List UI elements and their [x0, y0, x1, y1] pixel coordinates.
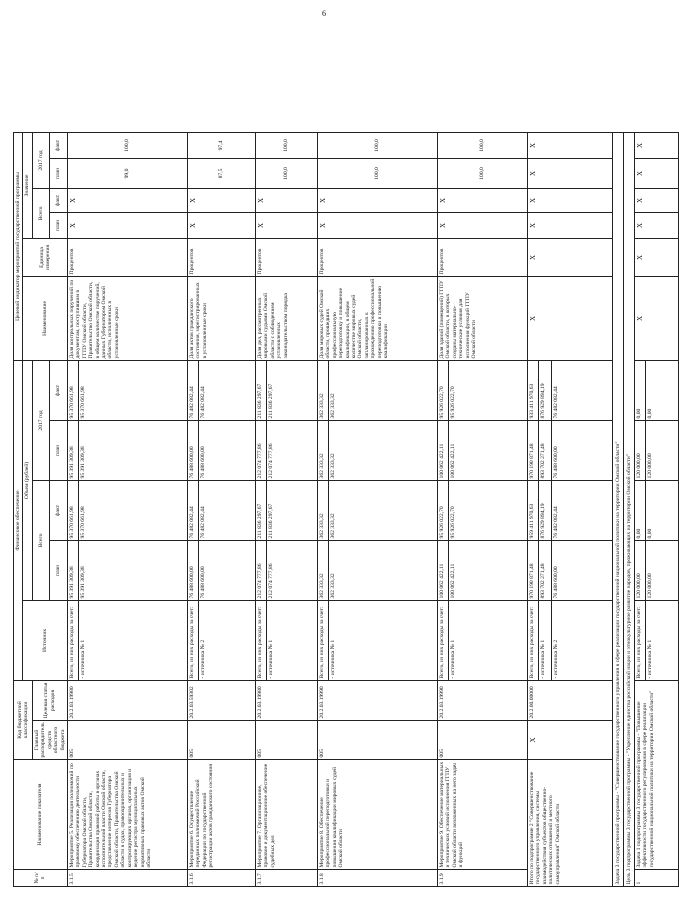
rotated-page [1, 6, 655, 899]
subtotal-value: X [527, 158, 612, 188]
cell-value: 362 333,32 [318, 513, 325, 539]
cell-value: 95 926 022,70 [448, 361, 457, 420]
cell-value: 362 333,32 [328, 361, 337, 420]
cell-value: 76 488 600,00 [188, 446, 195, 479]
cell-value: 100 062 422,11 [438, 563, 445, 599]
row-plan-year [634, 420, 678, 480]
row-indicator: Доля зданий (помещений) ГГПУ Омской области, в которых созданы материально-технические условия для исполнения функций ГГПУ Омской области [437, 276, 527, 360]
subtotal-fact-year [527, 360, 612, 420]
cell-value: 933 411 970,63 [528, 383, 535, 419]
row-num: 1 [634, 870, 678, 887]
table-row [437, 132, 527, 886]
source-label: Всего, из них расходы за счет: [635, 606, 642, 679]
header-plan: план [50, 158, 68, 188]
header-ind-total: Всего [32, 188, 50, 238]
row-value: 100,0 [437, 132, 527, 158]
row-value: 100,0 [317, 132, 437, 158]
cell-value: 362 333,32 [318, 393, 325, 419]
row-num: 3.1.5 [67, 870, 187, 887]
row-plan-year [437, 420, 527, 480]
subtotal-row [527, 132, 612, 886]
row-indicator: X [634, 276, 678, 360]
row-value: X [255, 212, 317, 238]
table-row [67, 132, 187, 886]
cell-value: 0,00 [635, 528, 642, 539]
row-name: Мероприятие 7. Организационное, правовое и документационное обеспечение судебных дел [255, 760, 317, 870]
row-fact-year [187, 360, 255, 420]
cell-value: 362 333,32 [328, 541, 337, 600]
row-plan-year [187, 420, 255, 480]
row-plan [255, 540, 317, 600]
header-fact: факт [50, 132, 68, 158]
header-year: 2017 год [32, 360, 50, 480]
cell-value: 970 190 871,48 [528, 443, 535, 479]
cell-value: 893 702 271,48 [538, 421, 547, 480]
header-name: Наименование показателя [14, 760, 68, 870]
report-table [13, 132, 679, 887]
subtotal-indicator: X [527, 276, 612, 360]
row-num: 3.1.9 [437, 870, 527, 887]
row-indicator: Доля дел, рассмотренных мировыми судьями Омской области с соблюдением установленных законодательством порядка [255, 276, 317, 360]
source-label: Всего, из них расходы за счет: [438, 606, 445, 679]
cell-value: 95 926 022,70 [438, 506, 445, 539]
row-name: Мероприятие 6. Осуществление переданных полномочий Российской Федерации по государственной регистрации актов гражданского состояния [187, 760, 255, 870]
row-name: Задача 1 подпрограммы 3 государственной программы - "Повышение эффективности государственного регулирования в сфере реализации государственной национальной политики на территории Омской области" [634, 680, 678, 869]
row-code: 20.2.03.59302 [187, 680, 255, 720]
header-unit: Единица измерения [23, 238, 68, 276]
header-num: № п/п [14, 870, 68, 887]
cell-value: 120 000,00 [645, 541, 654, 600]
source-label: Всего, из них расходы за счет: [318, 606, 325, 679]
header-plan: план [50, 212, 68, 238]
row-fact-year [317, 360, 437, 420]
header-fact: факт [50, 360, 68, 420]
cell-value: 211 836 297,67 [256, 383, 263, 419]
row-value: X [187, 212, 255, 238]
row-ministry: 005 [255, 720, 317, 759]
cell-value: 120 000,00 [645, 421, 654, 480]
table-row [255, 132, 317, 886]
cell-value: 95 391 309,38 [78, 541, 87, 600]
row-indicator: Доля контрольных поручений по документам, поступившим в ГГПУ Омской области, Правительство Омской области, в общем количестве поручений, данных Губернатором Омской области, исполненных в установленные сроки [67, 276, 187, 360]
cell-value: 100 062 422,11 [438, 443, 445, 479]
cell-value: 76 488 600,00 [551, 541, 560, 600]
cell-value: 212 074 777,86 [256, 443, 263, 479]
header-finance: Финансовое обеспечение [14, 360, 23, 680]
row-value: 99,0 [67, 158, 187, 188]
cell-value: 76 488 600,00 [198, 421, 207, 480]
cell-value: 211 836 297,67 [266, 361, 275, 420]
row-ministry: 005 [67, 720, 187, 759]
row-fact [437, 480, 527, 540]
row-value: 100,0 [255, 158, 317, 188]
cell-value: 0,00 [635, 408, 642, 419]
row-source [634, 600, 678, 680]
source-label: - источника № 2 [551, 601, 560, 680]
subtotal-source [527, 600, 612, 680]
row-source [67, 600, 187, 680]
header-total: Всего [32, 480, 50, 600]
cell-value: 362 333,32 [328, 481, 337, 540]
row-value: 100,0 [255, 132, 317, 158]
cell-value: 100 062 422,11 [448, 541, 457, 600]
cell-value: 959 411 970,63 [528, 503, 535, 539]
table-row [634, 132, 678, 886]
source-label: - источника № 1 [266, 601, 275, 680]
cell-value: 76 488 600,00 [551, 421, 560, 480]
cell-value: 0,00 [645, 361, 654, 420]
row-name: Мероприятие 5. Реализация полномочий по правовому обеспечению деятельности Губернатора Омской области, Правительства Омской области, координация правовой работы в органах исполнительной власти Омской области, представление интересов Губернатора Омской области, Правительства Омской области в судах, правоохранительных и контролирующих органах, организация и ведение регистра муниципальных нормативных правовых актов Омской области [67, 760, 187, 870]
row-plan [437, 540, 527, 600]
table-row [187, 132, 255, 886]
cell-value: 211 836 297,67 [256, 503, 263, 539]
row-value: X [187, 188, 255, 212]
row-num: 3.1.8 [317, 870, 437, 887]
row-indicator: Доля актов гражданского состояния, зарегистрированных в установленные сроки [187, 276, 255, 360]
subtotal-unit: X [527, 238, 612, 276]
cell-value: 362 333,32 [318, 453, 325, 479]
row-plan-year [255, 420, 317, 480]
row-fact-year [67, 360, 187, 420]
row-value: X [317, 212, 437, 238]
cell-value: 120 000,00 [635, 573, 642, 599]
cell-value: 76 482 082,44 [551, 481, 560, 540]
header-plan: план [50, 420, 68, 480]
row-fact-year [437, 360, 527, 420]
row-fact [187, 480, 255, 540]
source-label: - источника № 1 [328, 601, 337, 680]
subtotal-value: X [527, 188, 612, 212]
cell-value: 95 926 022,70 [448, 481, 457, 540]
row-plan [634, 540, 678, 600]
cell-value: 76 482 082,44 [551, 361, 560, 420]
cell-value: 76 488 600,00 [198, 541, 207, 600]
header-value: Значение [23, 132, 32, 238]
row-fact [255, 480, 317, 540]
cell-value: 76 482 082,44 [188, 506, 195, 539]
row-value: X [317, 188, 437, 212]
row-fact [634, 480, 678, 540]
row-code: 20.2.03.19990 [317, 680, 437, 720]
row-value: X [437, 188, 527, 212]
header-ind-year: 2017 год [32, 132, 50, 188]
source-label: - источника № 1 [538, 601, 547, 680]
row-name: Мероприятие 9. Обеспечение материальных и технических условий исполнения ГГПУ Омской области возложенных на него задач и функций [437, 760, 527, 870]
row-unit: Процентов [255, 238, 317, 276]
cell-value: 362 333,32 [328, 421, 337, 480]
header-indicator-name: Наименование [23, 276, 68, 360]
cell-value: 95 926 022,70 [438, 386, 445, 419]
row-unit: Процентов [317, 238, 437, 276]
row-ministry: 005 [317, 720, 437, 759]
subtotal-fact [527, 480, 612, 540]
header-source: Источник [23, 600, 68, 680]
row-source [255, 600, 317, 680]
row-value: 100,0 [317, 158, 437, 188]
row-fact-year [255, 360, 317, 420]
source-label: Всего, из них расходы за счет: [528, 606, 535, 679]
header-plan: план [50, 540, 68, 600]
subtotal-value: X [527, 132, 612, 158]
header-ministry: Главный распорядитель средств областного бюджета [33, 722, 66, 758]
cell-value: 362 333,32 [318, 573, 325, 599]
cell-value: 76 482 082,44 [198, 481, 207, 540]
row-num: 3.1.7 [255, 870, 317, 887]
row-ministry: 005 [187, 720, 255, 759]
header-fact: факт [50, 480, 68, 540]
row-source [437, 600, 527, 680]
header-expense-item: Целевая статья расходов [32, 680, 67, 720]
row-value: X [634, 212, 678, 238]
task-3-heading: Задача 3 государственной программы - "Совершенствование государственного управления в сфере реализации государственной национальной политики на территории Омской области" [612, 132, 623, 886]
goal-3-heading: Цель 3 подпрограммы 3 государственной программы - "Укрепление единства российской нации и этнокультурное развитие народов, проживающих на территории Омской области" [623, 132, 634, 886]
cell-value: 76 482 082,44 [198, 361, 207, 420]
source-label: Всего, из них расходы за счет: [256, 606, 263, 679]
row-code: 20.2.03.19980 [67, 680, 187, 720]
cell-value: 876 929 894,19 [538, 481, 547, 540]
header-fact: факт [50, 188, 68, 212]
source-label: - источника № 1 [645, 601, 654, 680]
cell-value: 76 482 082,44 [188, 386, 195, 419]
row-plan-year [317, 420, 437, 480]
row-value: X [634, 158, 678, 188]
report-table-wrapper [13, 132, 679, 887]
row-unit: Процентов [187, 238, 255, 276]
cell-value: 0,00 [645, 481, 654, 540]
cell-value: 100 062 422,11 [448, 421, 457, 480]
cell-value: 893 702 271,48 [538, 541, 547, 600]
cell-value: 95 370 661,98 [68, 506, 75, 539]
row-value: X [634, 188, 678, 212]
row-value: 100,0 [437, 158, 527, 188]
row-value: 100,0 [67, 132, 187, 158]
row-unit: Процентов [437, 238, 527, 276]
cell-value: 970 190 871,48 [528, 563, 535, 599]
cell-value: 95 370 661,98 [78, 481, 87, 540]
source-label: - источника № 2 [198, 601, 207, 680]
source-label: Всего, из них расходы за счет: [188, 606, 195, 679]
row-fact-year [634, 360, 678, 420]
row-value: X [255, 188, 317, 212]
header-budget-class: Код бюджетной классификации [14, 680, 33, 759]
header-volume: Объем (рублей) [23, 360, 32, 600]
row-plan-year [67, 420, 187, 480]
row-source [317, 600, 437, 680]
subtotal-name: Итого по подпрограмме 2 "Совершенствование государственного управления, системы взаимодействия субъектов общественно-политических отношений и местного самоуправления" Омской области [527, 760, 612, 887]
page-number: 6 [322, 9, 326, 18]
row-value: X [67, 188, 187, 212]
cell-value: 876 929 894,19 [538, 361, 547, 420]
row-fact [67, 480, 187, 540]
row-unit: Процентов [67, 238, 187, 276]
cell-value: 120 000,00 [635, 453, 642, 479]
subtotal-ministry: X [527, 720, 612, 759]
row-plan [317, 540, 437, 600]
row-fact [317, 480, 437, 540]
row-value: 97,4 [187, 132, 255, 158]
source-label: Всего, из них расходы за счет: [68, 606, 75, 679]
row-unit: X [634, 238, 678, 276]
row-source [187, 600, 255, 680]
row-code: 20.2.03.19980 [255, 680, 317, 720]
row-ministry: 005 [437, 720, 527, 759]
row-plan [67, 540, 187, 600]
cell-value: 95 370 661,98 [68, 386, 75, 419]
cell-value: 212 074 777,86 [266, 421, 275, 480]
row-value: X [67, 212, 187, 238]
cell-value: 212 074 777,86 [256, 563, 263, 599]
row-code: 20.2.03.19990 [437, 680, 527, 720]
subtotal-plan-year [527, 420, 612, 480]
row-value: 87,5 [187, 158, 255, 188]
cell-value: 95 370 661,98 [78, 361, 87, 420]
cell-value: 76 488 600,00 [188, 566, 195, 599]
table-row [317, 132, 437, 886]
subtotal-plan [527, 540, 612, 600]
subtotal-code: 20.2.00.00000 [527, 680, 612, 720]
row-indicator: Доля мировых судей Омской области, прошедших профессиональную переподготовку и повышение квалификации, в общем количестве мировых судей Омской области, запланированных к прохождению профессиональной переподготовки и повышению квалификации [317, 276, 437, 360]
source-label: - источника № 1 [448, 601, 457, 680]
row-plan [187, 540, 255, 600]
row-value: X [437, 212, 527, 238]
subtotal-value: X [527, 212, 612, 238]
row-value: X [634, 132, 678, 158]
cell-value: 95 391 309,38 [68, 446, 75, 479]
cell-value: 211 836 297,67 [266, 481, 275, 540]
source-label: - источника № 1 [78, 601, 87, 680]
cell-value: 212 074 777,86 [266, 541, 275, 600]
cell-value: 95 391 309,38 [68, 566, 75, 599]
row-name: Мероприятие 8. Обеспечение профессиональной переподготовки и повышения квалификации мировых судей Омской области [317, 760, 437, 870]
cell-value: 95 391 309,38 [78, 421, 87, 480]
row-num: 3.1.6 [187, 870, 255, 887]
header-target: Целевой индикатор мероприятий государственной программы [14, 132, 23, 360]
